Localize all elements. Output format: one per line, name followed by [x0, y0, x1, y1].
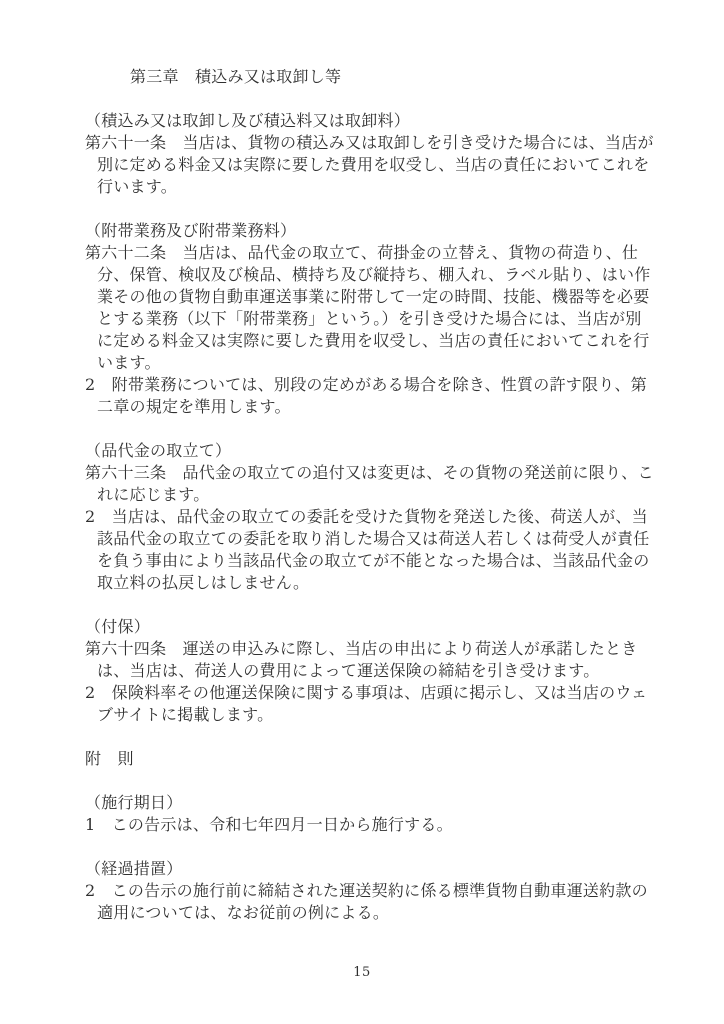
- doc-line: ブサイトに掲載します。: [97, 705, 274, 724]
- doc-line: 第六十二条 当店は、品代金の取立て、荷掛金の立替え、貨物の荷造り、仕: [85, 243, 639, 262]
- section-article-63: [85, 440, 666, 594]
- chapter-heading: 第三章 積込み又は取卸し等: [130, 67, 342, 86]
- doc-line: 該品代金の取立ての委託を取り消した場合又は荷送人若しくは荷受人が責任: [97, 529, 650, 548]
- doc-line: 適用については、なお従前の例による。: [97, 903, 390, 922]
- doc-line: 第六十一条 当店は、貨物の積込み又は取卸しを引き受けた場合には、当店が: [85, 133, 654, 152]
- doc-line: 第六十三条 品代金の取立ての追付又は変更は、その貨物の発送前に限り、こ: [85, 463, 654, 482]
- appendix-section-effective-date: [85, 792, 666, 836]
- doc-line: 取立料の払戻しはしません。: [97, 573, 310, 592]
- section-article-62: [85, 220, 666, 418]
- doc-line: 二章の規定を準用します。: [97, 397, 291, 416]
- section-heading: （付保）: [85, 617, 151, 636]
- appendix-section-transitional-measures: [85, 858, 666, 924]
- section-heading: （施行期日）: [85, 793, 183, 812]
- doc-line: 1 この告示は、令和七年四月一日から施行する。: [85, 815, 453, 834]
- doc-line: 2 この告示の施行前に締結された運送契約に係る標準貨物自動車運送約款の: [85, 881, 648, 900]
- doc-line: います。: [97, 353, 161, 372]
- doc-line: 2 当店は、品代金の取立ての委託を受けた貨物を発送した後、荷送人が、当: [85, 507, 648, 526]
- section-article-64: [85, 616, 666, 726]
- doc-line: れに応じます。: [97, 485, 210, 504]
- doc-line: 2 附帯業務については、別段の定めがある場合を除き、性質の許す限り、第: [85, 375, 647, 394]
- doc-line: 2 保険料率その他運送保険に関する事項は、店頭に掲示し、又は当店のウェ: [85, 683, 648, 702]
- section-article-61: [85, 110, 666, 198]
- doc-line: 分、保管、検収及び検品、横持ち及び縦持ち、棚入れ、ラベル貼り、はい作: [97, 265, 651, 284]
- page-number: 15: [353, 965, 371, 980]
- section-heading: （附帯業務及び附帯業務料）: [85, 221, 297, 240]
- section-heading: （経過措置）: [85, 859, 183, 878]
- doc-line: を負う事由により当該品代金の取立てが不能となった場合は、当該品代金の: [97, 551, 650, 570]
- doc-line: 行います。: [97, 177, 177, 196]
- doc-line: 業その他の貨物自動車運送事業に附帯して一定の時間、技能、機器等を必要: [97, 287, 650, 306]
- doc-line: 第六十四条 運送の申込みに際し、当店の申出により荷送人が承諾したとき: [85, 639, 638, 658]
- appendix-heading: 附 則: [85, 749, 134, 768]
- doc-line: 別に定める料金又は実際に要した費用を収受し、当店の責任においてこれを: [97, 155, 650, 174]
- doc-line: は、当店は、荷送人の費用によって運送保険の締結を引き受けます。: [97, 661, 600, 680]
- section-heading: （積込み又は取卸し及び積込料又は取卸料）: [85, 111, 411, 130]
- doc-line: に定める料金又は実際に要した費用を収受し、当店の責任においてこれを行: [97, 331, 650, 350]
- doc-line: とする業務（以下「附帯業務」という。）を引き受けた場合には、当店が別: [97, 309, 642, 328]
- section-heading: （品代金の取立て）: [85, 441, 232, 460]
